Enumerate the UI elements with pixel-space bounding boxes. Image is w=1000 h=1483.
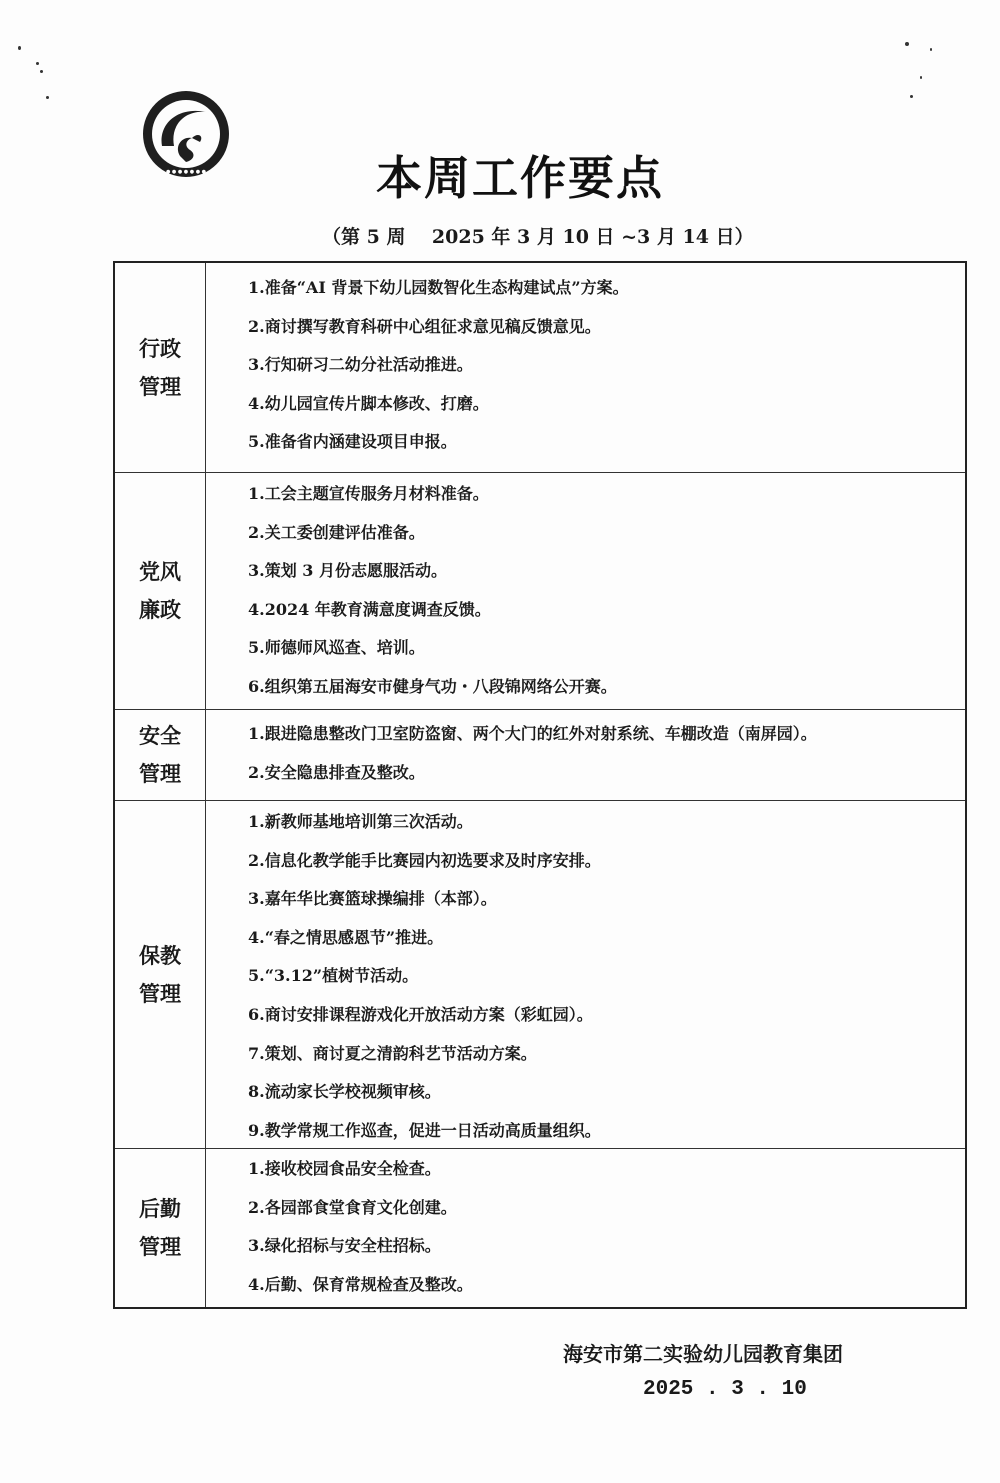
scan-speck xyxy=(36,62,39,65)
list-item: 4.后勤、保育常规检查及整改。 xyxy=(248,1274,473,1294)
section-label xyxy=(115,710,206,800)
list-item: 3.策划 3 月份志愿服活动。 xyxy=(248,561,447,581)
section-logistics xyxy=(115,1148,965,1307)
scan-speck xyxy=(40,70,43,73)
list-item: 2.信息化教学能手比赛园内初选要求及时序安排。 xyxy=(248,850,601,870)
list-item: 3.行知研习二幼分社活动推进。 xyxy=(248,355,473,375)
page-title: 本周工作要点 xyxy=(376,151,664,205)
list-item: 6.商讨安排课程游戏化开放活动方案（彩虹园）。 xyxy=(248,1004,593,1024)
section-administration xyxy=(115,263,965,472)
section-label-line: 管理 xyxy=(139,1235,181,1259)
scan-speck xyxy=(920,76,922,79)
section-items xyxy=(206,1149,965,1307)
list-item: 2.商讨撰写教育科研中心组征求意见稿反馈意见。 xyxy=(248,316,601,336)
scan-speck xyxy=(930,48,932,51)
svg-text:● ● ● ● ● ● ●: ● ● ● ● ● ● ● xyxy=(165,169,207,175)
section-label-line: 党风 xyxy=(139,560,181,584)
list-item: 3.绿化招标与安全柱招标。 xyxy=(248,1236,441,1256)
list-item: 5.师德师风巡查、培训。 xyxy=(248,638,425,658)
section-label-line: 安全 xyxy=(139,724,181,748)
section-label-line: 廉政 xyxy=(139,598,181,622)
scan-speck xyxy=(905,42,909,46)
section-label xyxy=(115,263,206,472)
scan-speck xyxy=(910,95,913,98)
list-item: 3.嘉年华比赛篮球操编排（本部）。 xyxy=(248,889,497,909)
section-label xyxy=(115,473,206,709)
list-item: 2.安全隐患排查及整改。 xyxy=(248,762,425,782)
list-item: 4.2024 年教育满意度调查反馈。 xyxy=(248,599,491,619)
section-label xyxy=(115,1149,206,1307)
section-safety xyxy=(115,709,965,800)
list-item: 1.接收校园食品安全检查。 xyxy=(248,1159,441,1178)
section-items xyxy=(206,473,965,709)
section-label xyxy=(115,801,206,1148)
list-item: 7.策划、商讨夏之清韵科艺节活动方案。 xyxy=(248,1043,537,1063)
section-items xyxy=(206,710,965,800)
list-item: 1.新教师基地培训第三次活动。 xyxy=(248,812,473,831)
list-item: 5.“3.12”植树节活动。 xyxy=(248,966,419,986)
scan-speck xyxy=(18,46,21,50)
issuing-organization: 海安市第二实验幼儿园教育集团 xyxy=(563,1342,843,1366)
section-party-conduct xyxy=(115,472,965,709)
list-item: 4.幼儿园宣传片脚本修改、打磨。 xyxy=(248,393,489,413)
list-item: 8.流动家长学校视频审核。 xyxy=(248,1082,441,1102)
list-item: 5.准备省内涵建设项目申报。 xyxy=(248,432,457,452)
week-range-subtitle: （第 5 周 2025 年 3 月 10 日 ~3 月 14 日） xyxy=(322,226,754,248)
work-plan-table xyxy=(113,261,967,1309)
section-label-line: 后勤 xyxy=(139,1197,181,1221)
issue-date: 2025 . 3 . 10 xyxy=(643,1378,807,1401)
list-item: 1.准备“AI 背景下幼儿园数智化生态构建试点”方案。 xyxy=(248,278,629,297)
section-items xyxy=(206,801,965,1148)
list-item: 2.各园部食堂食育文化创建。 xyxy=(248,1197,457,1217)
list-item: 9.教学常规工作巡查，促进一日活动高质量组织。 xyxy=(248,1120,601,1140)
list-item: 4.“春之情思感恩节”推进。 xyxy=(248,927,444,947)
list-item: 6.组织第五届海安市健身气功・八段锦网络公开赛。 xyxy=(248,676,617,696)
section-items xyxy=(206,263,965,472)
list-item: 1.工会主题宣传服务月材料准备。 xyxy=(248,484,489,503)
section-label-line: 管理 xyxy=(139,981,181,1006)
list-item: 2.关工委创建评估准备。 xyxy=(248,522,425,542)
section-label-line: 管理 xyxy=(139,374,181,399)
section-label-line: 行政 xyxy=(139,336,181,361)
section-label-line: 保教 xyxy=(139,943,181,968)
section-label-line: 管理 xyxy=(139,762,181,786)
section-education xyxy=(115,800,965,1148)
list-item: 1.跟进隐患整改门卫室防盗窗、两个大门的红外对射系统、车棚改造（南屏园）。 xyxy=(248,724,817,743)
scan-speck xyxy=(46,96,49,99)
